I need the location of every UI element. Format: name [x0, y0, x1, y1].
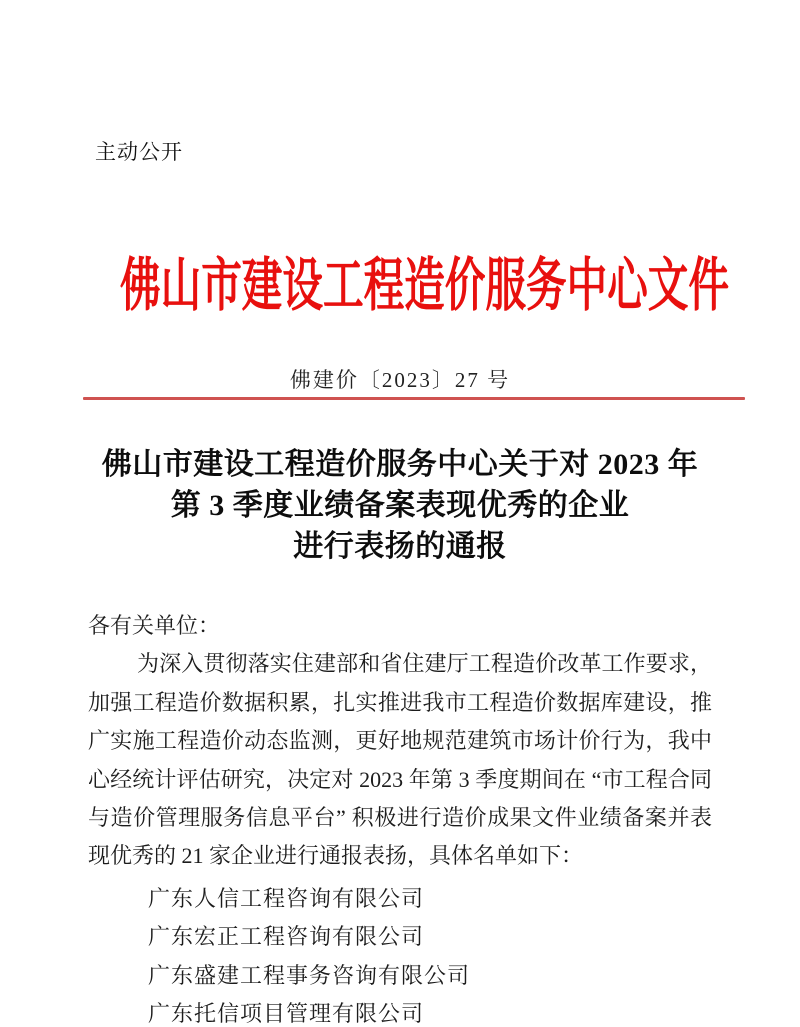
- notice-title: [0, 444, 800, 567]
- notice-title-line-1: 佛山市建设工程造价服务中心关于对 2023 年: [101, 448, 699, 481]
- company-name: 广东托信项目管理有限公司: [148, 1001, 425, 1027]
- company-list: [88, 880, 712, 1027]
- disclosure-label: 主动公开: [95, 141, 183, 164]
- company-name: 广东人信工程咨询有限公司: [148, 885, 425, 911]
- letterhead-red-divider: [83, 397, 745, 400]
- paragraph-line: 与造价管理服务信息平台” 积极进行造价成果文件业绩备案并表: [88, 805, 712, 831]
- paragraph-line: 现优秀的 21 家企业进行通报表扬，具体名单如下：: [88, 843, 584, 869]
- paragraph-line: 为深入贯彻落实住建部和省住建厅工程造价改革工作要求，: [137, 651, 712, 677]
- notice-title-line-2: 第 3 季度业绩备案表现优秀的企业: [170, 489, 630, 522]
- notice-body: [88, 607, 712, 1027]
- notice-title-line-3: 进行表扬的通报: [293, 530, 507, 563]
- company-name: 广东盛建工程事务咨询有限公司: [148, 962, 471, 988]
- company-name: 广东宏正工程咨询有限公司: [148, 924, 425, 950]
- paragraph-line: 广实施工程造价动态监测，更好地规范建筑市场计价行为，我中: [88, 728, 712, 754]
- paragraph-line: 心经统计评估研究，决定对 2023 年第 3 季度期间在 “市工程合同: [88, 766, 712, 792]
- salutation: 各有关单位：: [88, 613, 221, 638]
- letterhead-org-title: 佛山市建设工程造价服务中心文件: [120, 253, 730, 318]
- doc-number: 佛建价〔2023〕27 号: [289, 368, 511, 392]
- paragraph-line: 加强工程造价数据积累，扎实推进我市工程造价数据库建设，推: [88, 689, 712, 715]
